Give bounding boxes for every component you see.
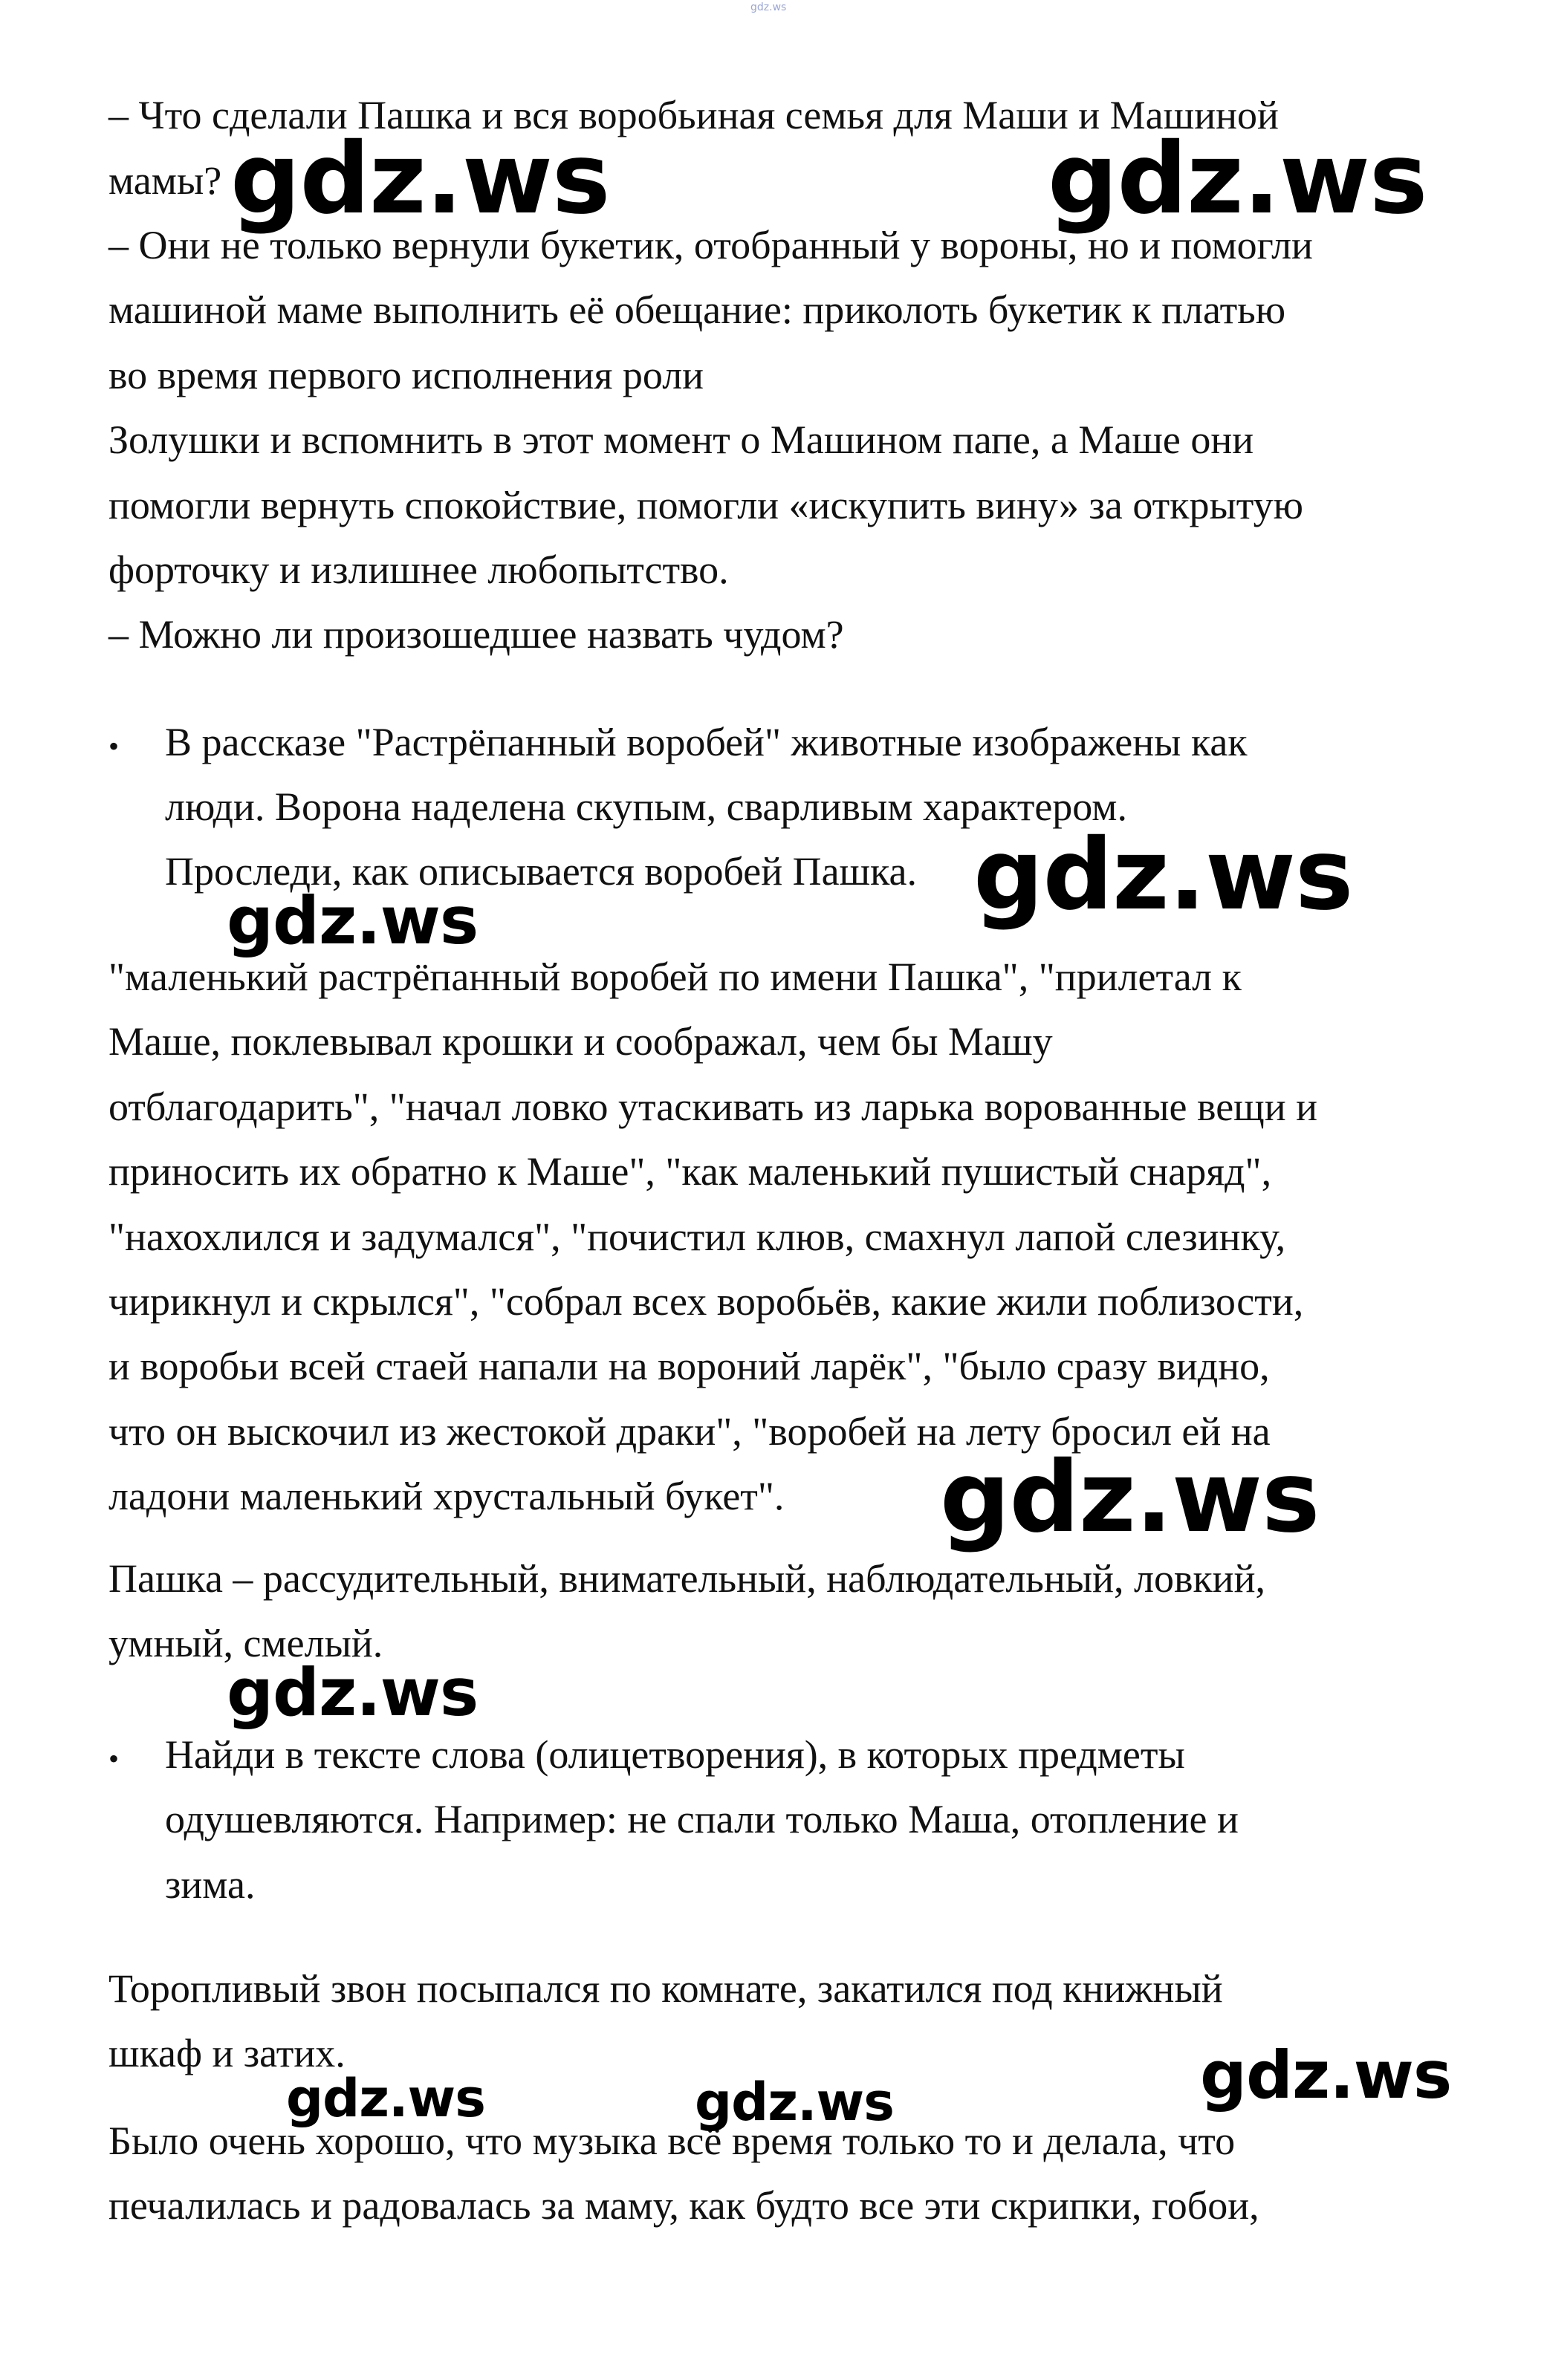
text-line: форточку и излишнее любопытство. [108,547,729,592]
text-line: Торопливый звон посыпался по комнате, закатился под книжный [108,1966,1223,2011]
bullet-marker: • [108,1742,120,1775]
watermark-logo: gdz.ws [1048,122,1427,236]
text-line: помогли вернуть спокойствие, помогли «искупить вину» за открытую [108,483,1303,527]
watermark-logo: gdz.ws [230,122,610,236]
text-line: "маленький растрёпанный воробей по имени Пашка", "прилетал к [108,955,1242,999]
text-line: – Они не только вернули букетик, отобранный у вороны, но и помогли [108,223,1313,267]
text-line: отблагодарить", "начал ловко утаскивать из ларька ворованные вещи и [108,1085,1318,1129]
text-line: Золушки и вспомнить в этот момент о Машином папе, а Маше они [108,417,1254,462]
text-line: чирикнул и скрылся", "собрал всех воробьёв, какие жили поблизости, [108,1279,1304,1324]
text-line: машиной маме выполнить её обещание: приколоть букетик к платью [108,287,1286,332]
header-mark: gdz.ws [750,1,787,13]
text-line: умный, смелый. [108,1621,383,1665]
bullet-line: В рассказе "Растрёпанный воробей" животные изображены как [165,720,1248,764]
text-line: – Что сделали Пашка и вся воробьиная семья для Маши и Машиной [108,93,1279,137]
watermark-logo: gdz.ws [973,818,1353,932]
watermark-logo: gdz.ws [695,2072,894,2133]
watermark-logo: gdz.ws [227,882,479,959]
text-line: Пашка – рассудительный, внимательный, наблюдательный, ловкий, [108,1556,1265,1601]
bullet-line: Проследи, как описывается воробей Пашка. [165,849,918,894]
watermark-logo: gdz.ws [1200,2037,1452,2113]
watermark-logo: gdz.ws [227,1654,479,1731]
bullet-line: одушевляются. Например: не спали только Маша, отопление и [165,1797,1239,1841]
text-line: Маше, поклевывал крошки и соображал, чем бы Машу [108,1019,1053,1064]
watermark-logo: gdz.ws [286,2068,485,2129]
text-line: и воробьи всей стаей напали на вороний ларёк", "было сразу видно, [108,1344,1270,1388]
bullet-line: зима. [165,1862,256,1907]
text-line: приносить их обратно к Маше", "как маленький пушистый снаряд", [108,1149,1272,1194]
bullet-marker: • [108,729,120,763]
text-line: во время первого исполнения роли [108,353,704,397]
text-line: печалилась и радовалась за маму, как будто все эти скрипки, гобои, [108,2183,1259,2228]
watermark-logo: gdz.ws [940,1440,1320,1555]
bullet-line: Найди в тексте слова (олицетворения), в которых предметы [165,1732,1185,1777]
text-line: Было очень хорошо, что музыка всё время только то и делала, что [108,2119,1236,2163]
text-line: шкаф и затих. [108,2031,346,2075]
text-line: – Можно ли произошедшее назвать чудом? [108,612,844,657]
text-line: "нахохлился и задумался", "почистил клюв, смахнул лапой слезинку, [108,1215,1286,1259]
bullet-line: люди. Ворона наделена скупым, сварливым характером. [165,784,1127,829]
text-line: мамы? [108,158,222,203]
text-line: ладони маленький хрустальный букет". [108,1474,785,1518]
text-line: что он выскочил из жестокой драки", "воробей на лету бросил ей на [108,1409,1271,1454]
